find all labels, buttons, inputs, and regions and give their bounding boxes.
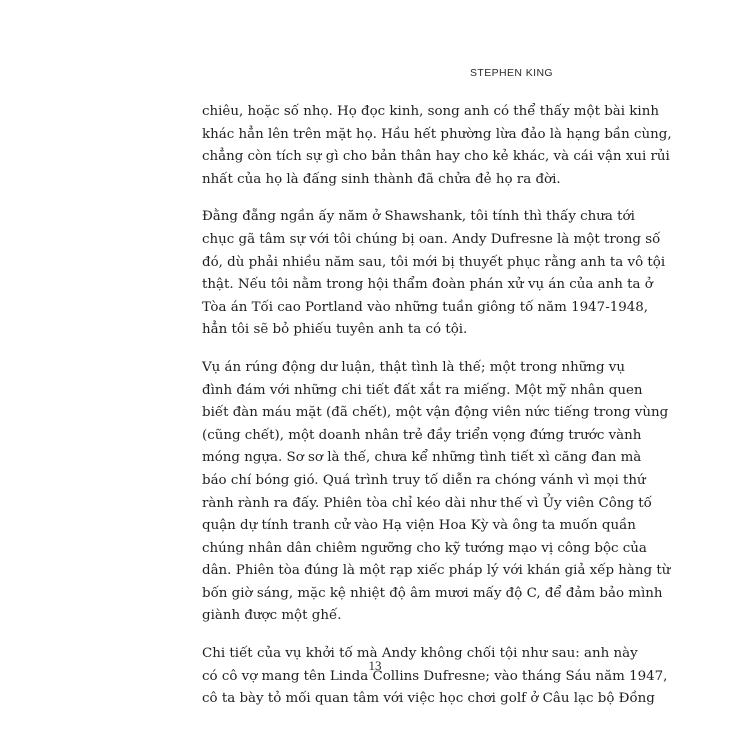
text-line: có cô vợ mang tên Linda Collins Dufresne; vào tháng Sáu năm 1947,: [202, 668, 668, 684]
text-line: hẳn tôi sẽ bỏ phiếu tuyên anh ta có tội.: [202, 322, 468, 338]
text-line: bốn giờ sáng, mặc kệ nhiệt độ âm mươi mấy độ C, để đảm bảo mình: [202, 585, 663, 601]
body-text: [202, 101, 672, 726]
paragraph: [202, 206, 666, 342]
running-head: STEPHEN KING: [470, 67, 553, 79]
text-line: Chi tiết của vụ khởi tố mà Andy không chối tội như sau: anh này: [202, 646, 638, 662]
text-line: thật. Nếu tôi nằm trong hội thẩm đoàn phán xử vụ án của anh ta ở: [202, 277, 653, 293]
text-line: chục gã tâm sự với tôi chúng bị oan. Andy Dufresne là một trong số: [202, 231, 661, 247]
text-line: Đằng đẵng ngần ấy năm ở Shawshank, tôi tính thì thấy chưa tới: [202, 209, 635, 225]
text-line: rành rành ra đấy. Phiên tòa chỉ kéo dài như thế vì Ủy viên Công tố: [202, 495, 652, 511]
text-line: (cũng chết), một doanh nhân trẻ đầy triển vọng đứng trước vành: [202, 427, 642, 443]
text-line: quận dự tính tranh cử vào Hạ viện Hoa Kỳ và ông ta muốn quần: [202, 518, 636, 534]
paragraph: [202, 101, 672, 191]
paragraph: [202, 357, 671, 628]
text-line: báo chí bóng gió. Quá trình truy tố diễn ra chóng vánh vì mọi thứ: [202, 472, 646, 488]
text-line: đình đám với những chi tiết đất xắt ra miếng. Một mỹ nhân quen: [202, 382, 643, 398]
text-line: nhất của họ là đấng sinh thành đã chửa đẻ họ ra đời.: [202, 171, 561, 187]
text-line: chẳng còn tích sự gì cho bản thân hay cho kẻ khác, và cái vận xui rủi: [202, 149, 670, 165]
text-line: biết đàn máu mặt (đã chết), một vận động viên nức tiếng trong vùng: [202, 405, 669, 421]
text-line: chúng nhân dân chiêm ngưỡng cho kỹ tướng mạo vị công bộc của: [202, 540, 647, 556]
text-line: Vụ án rúng động dư luận, thật tình là thế; một trong những vụ: [202, 359, 625, 375]
text-line: dân. Phiên tòa đúng là một rạp xiếc pháp lý với khán giả xếp hàng từ: [202, 563, 671, 579]
paragraph: [202, 643, 668, 711]
text-line: giành được một ghế.: [202, 608, 342, 624]
text-line: móng ngựa. Sơ sơ là thế, chưa kể những tình tiết xì căng đan mà: [202, 450, 642, 466]
text-line: cô ta bày tỏ mối quan tâm với việc học chơi golf ở Câu lạc bộ Đồng: [202, 691, 655, 707]
text-line: chiêu, hoặc số nhọ. Họ đọc kinh, song anh có thể thấy một bài kinh: [202, 104, 659, 119]
text-line: đó, dù phải nhiều năm sau, tôi mới bị thuyết phục rằng anh ta vô tội: [202, 254, 666, 270]
page-number: 13: [368, 658, 382, 673]
text-line: Tòa án Tối cao Portland vào những tuần giông tố năm 1947-1948,: [202, 299, 649, 315]
text-line: khác hẳn lên trên mặt họ. Hầu hết phường lừa đảo là hạng bần cùng,: [202, 126, 672, 142]
